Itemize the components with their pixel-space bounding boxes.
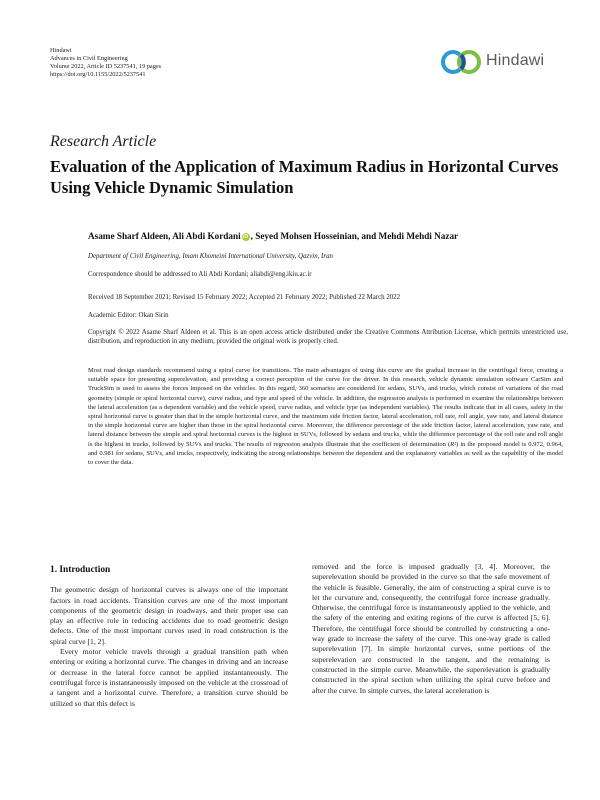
orcid-icon[interactable]: iD (243, 234, 249, 240)
paragraph: removed and the force is imposed gradually [3, 4]. Moreover, the superelevation should be provided in the curve so that the safe movement of the vehicle is feasible. Generally, the aim of constructing a spiral curve is to let the curvature and, consequently, the centrifugal force increase gradually. Otherwise, the centrifugal force is instantaneously applied to the vehicle, and the safety of the entering and exiting regions of the curve is affected [5, 6]. Therefore, the centrifugal force should be controlled by constructing a one-way grade to increase the safety of the curve. This one-way grade is called superelevation [7]. In simple horizontal curves, some portions of the superelevation are constructed in the tangent, and the remaining is constructed in the simple curve. Meanwhile, the superelevation is gradually constructed in the spiral section when utilizing the spiral curve before and after the curve. In simple curves, the lateral acceleration is (312, 562, 550, 695)
author-list (88, 231, 568, 241)
correspondence: Correspondence should be addressed to Ali Abdi Kordani; aliabdi@eng.ikiu.ac.ir (88, 271, 312, 278)
r-squared-symbol: R² (450, 440, 457, 448)
hindawi-logo (440, 47, 555, 77)
section-heading: 1. Introduction (50, 565, 111, 575)
authors-rest: , Seyed Mohsen Hosseinian, and Mehdi Mehdi Nazar (250, 231, 459, 241)
abstract (88, 366, 563, 467)
body-column-left (50, 565, 288, 709)
article-title: Evaluation of the Application of Maximum Radius in Horizontal Curves Using Vehicle Dynamic Simulation (50, 157, 559, 197)
logo-text: Hindawi (486, 52, 545, 69)
abstract-text-1: Most road design standards recommend using a spiral curve for transitions. The main advantages of using this curve are the gradual increase in the centrifugal force, creating a suitable space for presenting superelevation, and providing a correct perception of the curve for the driver. In this research, vehicle dynamic simulation software CarSim and TruckSim is used to assess the forces imposed on the vehicles. In this regard, 360 scenarios are considered for sedans, SUVs, and trucks, which consist of variations of the road geometry (simple or spiral horizontal curve), curve radius, and type and speed of the vehicle. In addition, the regression analysis is performed to examine the relationships between the lateral acceleration (as a dependent variable) and the vehicle speed, curve radius, and vehicle type (as independent variables). The results indicate that in all cases, safety in the spiral horizontal curve is greater than that in the simple horizontal curve, and the maximum side friction factor, lateral acceleration, roll rate, roll angle, yaw rate, and lateral distance in the simple horizontal curve are higher than those in the spiral horizontal curve. Moreover, the difference percentage of the side friction factor, lateral acceleration, yaw rate, and lateral distance between the simple and spiral horizontal curves is the highest in SUVs, followed by sedans and trucks, while the difference percentage of the roll rate and roll angle is the highest in trucks, followed by SUVs and trucks. The results of regression analysis illustrate that the coefficient of determination ( (88, 367, 563, 448)
publication-dates: Received 18 September 2021; Revised 15 February 2022; Accepted 21 February 2022; Published 22 March 2022 (88, 294, 401, 301)
journal-name: Advances in Civil Engineering (50, 54, 128, 62)
volume-line: Volume 2022, Article ID 5237541, 19 pages (50, 62, 162, 70)
article-type: Research Article (50, 133, 157, 150)
academic-editor: Academic Editor: Okan Sirin (88, 312, 169, 319)
paragraph: The geometric design of horizontal curves is always one of the important factors in road accidents. Transition curves are one of the most important components of the geometric design in roadways, and their proper use can play an effective role in reducing accidents due to road geometric design defects. One of the most important curves used in road construction is the spiral curve [1, 2]. (50, 585, 288, 646)
body-column-right (312, 562, 550, 696)
authors-first: Asame Sharf Aldeen, Ali Abdi Kordani (88, 231, 241, 241)
abstract-text-2: ) in the proposed model is 0.972, 0.964, and 0.981 for sedans, SUVs, and trucks, respectively, indicating the strong relationships between the dependent and the explanatory variables as well as the capability of the model to cover the data. (88, 440, 563, 467)
affiliation: Department of Civil Engineering, Imam Khomeini International University, Qazvin, Iran (88, 253, 333, 260)
copyright-notice: Copyright © 2022 Asame Sharf Aldeen et al. This is an open access article distributed under the Creative Commons Attribution License, which permits unrestricted use, distribution, and reproduction in any medium, provided the original work is properly cited. (88, 329, 568, 345)
hindawi-logo-icon (440, 49, 482, 75)
paragraph: Every motor vehicle travels through a gradual transition path when entering or exiting a horizontal curve. The changes in driving and an increase or decrease in the lateral force cannot be applied instantaneously. The centrifugal force is instantaneously imposed on the vehicle at the crossroad of a tangent and a horizontal curve. Therefore, a transition curve should be utilized so that this defect is (50, 647, 288, 708)
doi-link[interactable]: https://doi.org/10.1155/2022/5237541 (50, 70, 146, 78)
publisher-name: Hindawi (50, 47, 72, 54)
journal-info (50, 47, 161, 79)
